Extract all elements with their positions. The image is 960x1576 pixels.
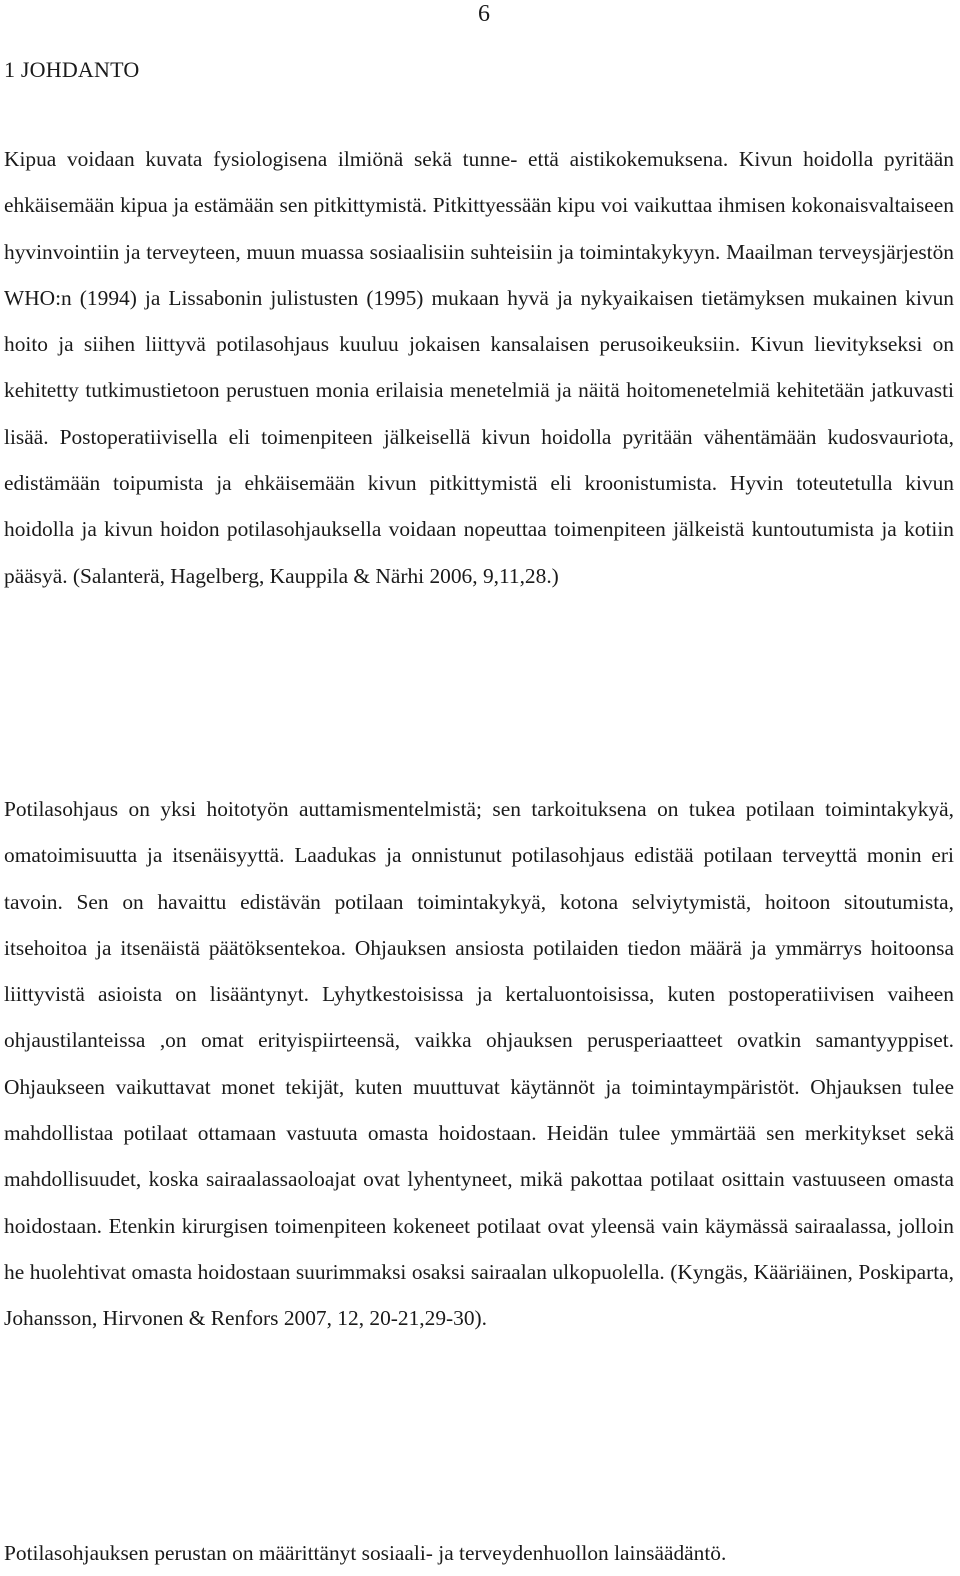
section-heading: 1 JOHDANTO: [4, 57, 140, 82]
page-number: 6: [478, 1, 490, 27]
paragraph-1: Kipua voidaan kuvata fysiologisena ilmiönä sekä tunne- että aistikokemuksena. Kivun hoidolla pyritään ehkäisemään kipua ja estämään sen pitkittymistä. Pitkittyessään kipu voi vaikuttaa ihmisen kokonaisvaltaiseen hyvinvointiin ja terveyteen, muun muassa sosiaalisiin suhteisiin ja toimintakykyyn. Maailman terveysjärjestön WHO:n (1994) ja Lissabonin julistusten (1995) mukaan hyvä ja nykyaikaisen tietämyksen mukainen kivun hoito ja siihen liittyvä potilasohjaus kuuluu jokaisen kansalaisen perusoikeuksiin. Kivun lievitykseksi on kehitetty tutkimustietoon perustuen monia erilaisia menetelmiä ja näitä hoitomenetelmiä kehitetään jatkuvasti lisää. Postoperatiivisella eli toimenpiteen jälkeisellä kivun hoidolla pyritään vähentämään kudosvauriota, edistämään toipumista ja ehkäisemään kivun pitkittymistä eli kroonistumista. Hyvin toteutetulla kivun hoidolla ja kivun hoidon potilasohjauksella voidaan nopeuttaa toimenpiteen jälkeistä kuntoutumista ja kotiin pääsyä. (Salanterä, Hagelberg, Kauppila & Närhi 2006, 9,11,28.): [4, 147, 954, 588]
paragraph-3: Potilasohjauksen perustan on määrittänyt sosiaali- ja terveydenhuollon lainsäädäntö.: [4, 1541, 727, 1565]
paragraph-2: Potilasohjaus on yksi hoitotyön auttamismentelmistä; sen tarkoituksena on tukea potilaan toimintakykyä, omatoimisuutta ja itsenäisyyttä. Laadukas ja onnistunut potilasohjaus edistää potilaan terveyttä monin eri tavoin. Sen on havaittu edistävän potilaan toimintakykyä, kotona selviytymistä, hoitoon sitoutumista, itsehoitoa ja itsenäistä päätöksentekoa. Ohjauksen ansiosta potilaiden tiedon määrä ja ymmärrys hoitoonsa liittyvistä asioista on lisääntynyt. Lyhytkestoisissa ja kertaluontoisissa, kuten postoperatiivisen vaiheen ohjaustilanteissa ,on omat erityispiirteensä, vaikka ohjauksen perusperiaatteet ovatkin samantyyppiset. Ohjaukseen vaikuttavat monet tekijät, kuten muuttuvat käytännöt ja toimintaympäristöt. Ohjauksen tulee mahdollistaa potilaat ottamaan vastuuta omasta hoidostaan. Heidän tulee ymmärtää sen merkitykset sekä mahdollisuudet, koska sairaalassaoloajat ovat lyhentyneet, mikä pakottaa potilaat osittain vastuuseen omasta hoidostaan. Etenkin kirurgisen toimenpiteen kokeneet potilaat ovat yleensä vain käymässä sairaalassa, jolloin he huolehtivat omasta hoidostaan suurimmaksi osaksi sairaalan ulkopuolella. (Kyngäs, Kääriäinen, Poskiparta, Johansson, Hirvonen & Renfors 2007, 12, 20-21,29-30).: [4, 797, 954, 1331]
